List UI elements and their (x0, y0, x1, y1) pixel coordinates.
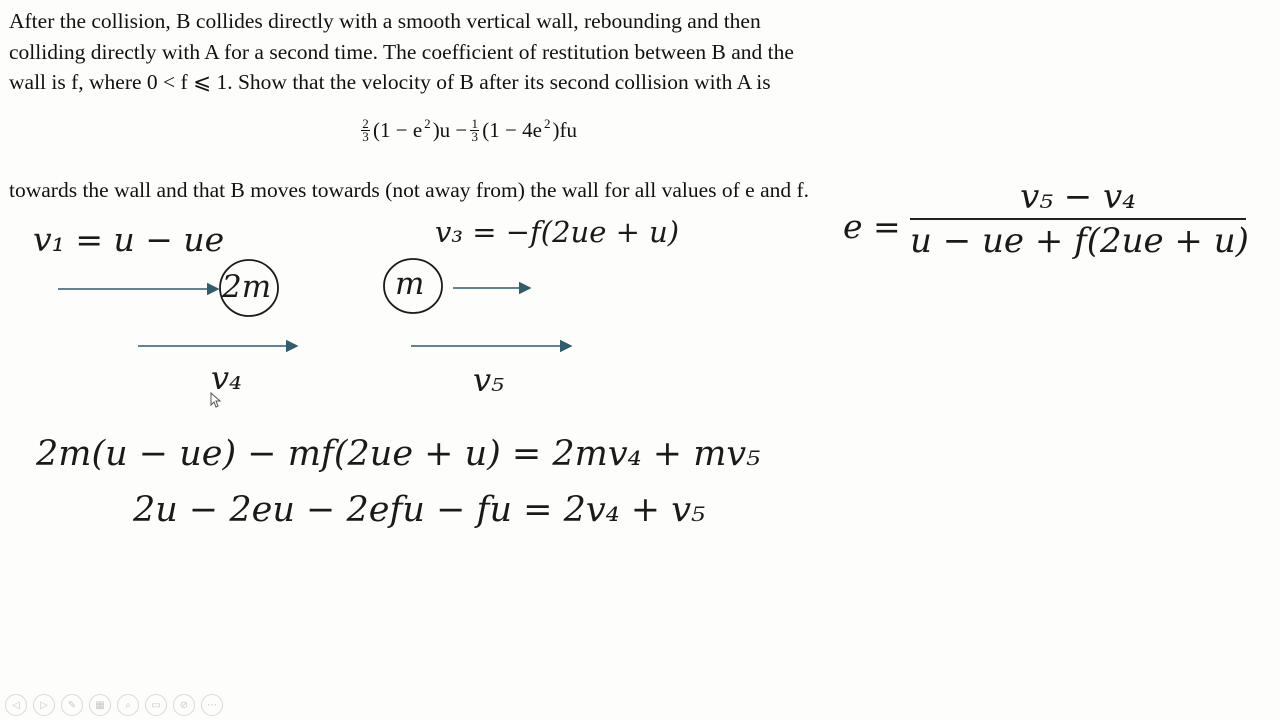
restitution-lhs: e = (843, 207, 901, 246)
mass-b-label: m (395, 266, 425, 302)
pen-icon[interactable]: ✎ (61, 694, 83, 716)
given-result-formula: $\frac{2}{3}$ (1 − e 2 )u − $\frac{1}{3}$ (1 − 4e 2 )fu (362, 116, 577, 144)
restitution-numerator: v₅ − v₄ (1020, 177, 1136, 217)
restitution-denominator: u − ue + f(2ue + u) (910, 221, 1249, 261)
given-part-1: (1 − e (373, 118, 423, 142)
slideshow-toolbar (5, 694, 223, 716)
fraction-one-third: $\frac{1}{3}$ (471, 116, 479, 144)
v4-label: v₄ (211, 359, 242, 397)
subtitles-icon[interactable]: ▭ (145, 694, 167, 716)
given-part-2: )u − (432, 118, 468, 142)
problem-tail: towards the wall and that B moves towards (not away from) the wall for all values of e and f. (9, 178, 810, 202)
problem-line-3: wall is f, where 0 < f ⩽ 1. Show that the velocity of B after its second collision with A is (9, 70, 771, 94)
problem-line-2: colliding directly with A for a second time. The coefficient of restitution between B and the (9, 39, 794, 64)
fraction-two-thirds: $\frac{2}{3}$ (362, 116, 369, 144)
momentum-equation: 2m(u − ue) − mf(2ue + u) = 2mv₄ + mv₅ (36, 434, 761, 474)
hide-icon[interactable]: ⊘ (173, 694, 195, 716)
prev-icon[interactable]: ◁ (5, 694, 27, 716)
more-icon[interactable]: ⋯ (201, 694, 223, 716)
problem-line-1: After the collision, B collides directly with a smooth vertical wall, rebounding and then (9, 9, 761, 33)
restitution-fraction (910, 177, 1249, 261)
next-icon[interactable]: ▷ (33, 694, 55, 716)
v3-equation: v₃ = −f(2ue + u) (435, 215, 680, 249)
v5-label: v₅ (473, 361, 504, 399)
given-part-4: )fu (552, 118, 577, 142)
given-part-3: (1 − 4e (482, 118, 542, 142)
mouse-pointer-icon (210, 392, 222, 408)
slides-icon[interactable]: ▦ (89, 694, 111, 716)
v1-equation: v₁ = u − ue (33, 220, 225, 259)
simplified-equation: 2u − 2eu − 2efu − fu = 2v₄ + v₅ (133, 490, 706, 530)
mass-a-label: 2m (222, 269, 272, 305)
zoom-icon[interactable]: ⌕ (117, 694, 139, 716)
